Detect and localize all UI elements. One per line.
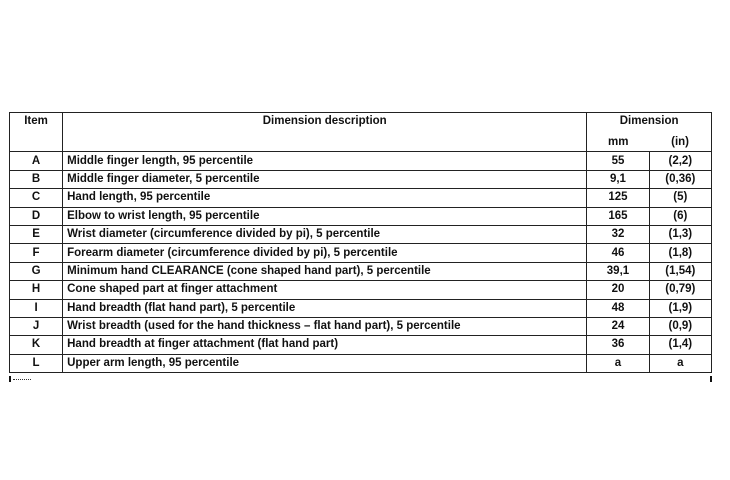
- row-item: A: [10, 152, 63, 170]
- dimension-table: [9, 112, 712, 373]
- table-row: [10, 317, 712, 335]
- header-description-spacer: [63, 134, 587, 152]
- row-in: (0,36): [649, 170, 711, 188]
- row-mm: 9,1: [587, 170, 649, 188]
- row-mm: 32: [587, 225, 649, 243]
- table-row: [10, 207, 712, 225]
- row-mm: 46: [587, 244, 649, 262]
- row-item: J: [10, 317, 63, 335]
- row-in: (1,8): [649, 244, 711, 262]
- row-in: (0,9): [649, 317, 711, 335]
- row-mm: a: [587, 354, 649, 372]
- row-description: Forearm diameter (circumference divided by pi), 5 percentile: [63, 244, 587, 262]
- table-row: [10, 170, 712, 188]
- header-in: (in): [649, 134, 711, 152]
- header-dimension: Dimension: [587, 113, 712, 135]
- table-row: [10, 262, 712, 280]
- row-description: Middle finger diameter, 5 percentile: [63, 170, 587, 188]
- row-mm: 48: [587, 299, 649, 317]
- row-mm: 125: [587, 189, 649, 207]
- table-row: [10, 152, 712, 170]
- row-in: (1,9): [649, 299, 711, 317]
- header-mm: mm: [587, 134, 649, 152]
- header-description: Dimension description: [63, 113, 587, 135]
- row-item: B: [10, 170, 63, 188]
- table-row: [10, 354, 712, 372]
- table-body: [10, 152, 712, 373]
- table-continuation-edge: [9, 376, 712, 382]
- row-mm: 36: [587, 336, 649, 354]
- row-item: K: [10, 336, 63, 354]
- row-description: Cone shaped part at finger attachment: [63, 281, 587, 299]
- row-description: Hand breadth at finger attachment (flat hand part): [63, 336, 587, 354]
- table-row: [10, 336, 712, 354]
- row-mm: 55: [587, 152, 649, 170]
- table-row: [10, 281, 712, 299]
- row-mm: 39,1: [587, 262, 649, 280]
- row-item: G: [10, 262, 63, 280]
- table-row: [10, 189, 712, 207]
- row-in: (0,79): [649, 281, 711, 299]
- row-mm: 24: [587, 317, 649, 335]
- row-in: (2,2): [649, 152, 711, 170]
- row-description: Hand breadth (flat hand part), 5 percentile: [63, 299, 587, 317]
- row-item: I: [10, 299, 63, 317]
- row-item: C: [10, 189, 63, 207]
- row-in: (5): [649, 189, 711, 207]
- row-mm: 165: [587, 207, 649, 225]
- row-item: L: [10, 354, 63, 372]
- header-item-spacer: [10, 134, 63, 152]
- row-in: (1,54): [649, 262, 711, 280]
- row-mm: 20: [587, 281, 649, 299]
- row-description: Wrist diameter (circumference divided by pi), 5 percentile: [63, 225, 587, 243]
- row-item: E: [10, 225, 63, 243]
- row-in: (6): [649, 207, 711, 225]
- table-row: [10, 244, 712, 262]
- row-item: D: [10, 207, 63, 225]
- row-description: Elbow to wrist length, 95 percentile: [63, 207, 587, 225]
- row-in: a: [649, 354, 711, 372]
- row-description: Middle finger length, 95 percentile: [63, 152, 587, 170]
- row-description: Hand length, 95 percentile: [63, 189, 587, 207]
- header-item: Item: [10, 113, 63, 135]
- row-description: Upper arm length, 95 percentile: [63, 354, 587, 372]
- table-row: [10, 225, 712, 243]
- row-item: F: [10, 244, 63, 262]
- row-in: (1,4): [649, 336, 711, 354]
- row-in: (1,3): [649, 225, 711, 243]
- row-description: Minimum hand CLEARANCE (cone shaped hand part), 5 percentile: [63, 262, 587, 280]
- table-row: [10, 299, 712, 317]
- row-item: H: [10, 281, 63, 299]
- row-description: Wrist breadth (used for the hand thickness – flat hand part), 5 percentile: [63, 317, 587, 335]
